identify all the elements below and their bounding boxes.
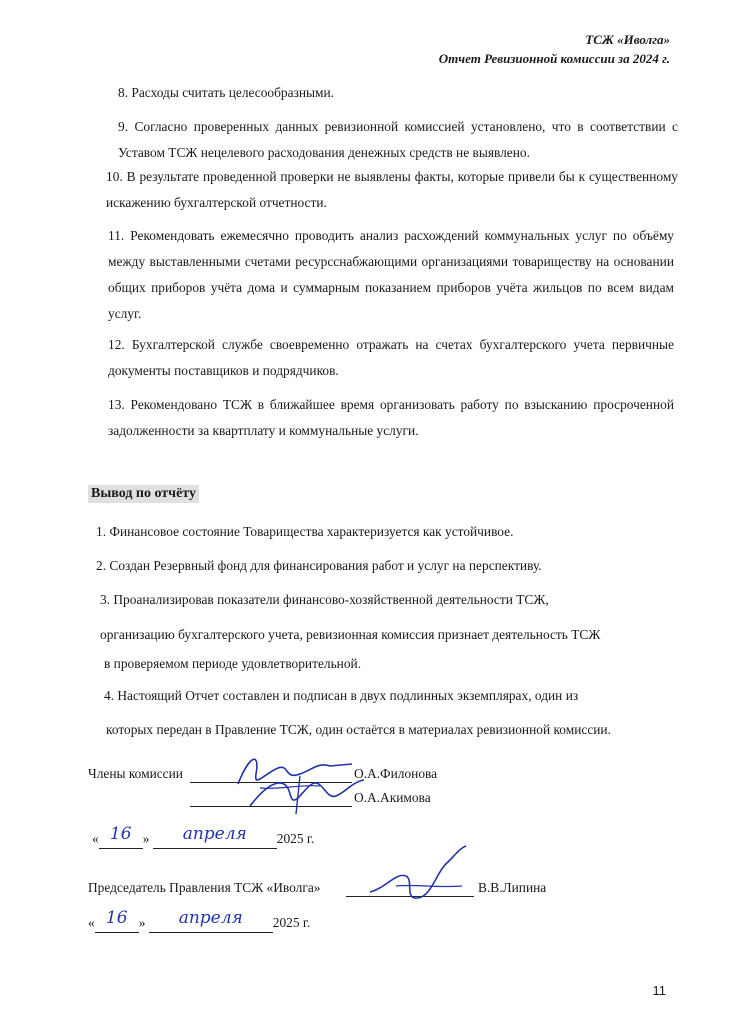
item-number: 12.: [108, 337, 125, 352]
list-item-10: [106, 164, 678, 216]
item-number: 11.: [108, 228, 125, 243]
date-month-handwritten: апреля: [178, 908, 243, 928]
list-item-11: [108, 223, 674, 327]
members-label: Члены комиссии: [88, 766, 183, 781]
date-close-quote: »: [142, 831, 150, 846]
date-day-field: [95, 908, 139, 933]
conclusion-item-2: 2. Создан Резервный фонд для финансирования работ и услуг на перспективу.: [96, 558, 542, 573]
page-number: 11: [652, 983, 666, 998]
date-day-handwritten: 16: [109, 824, 132, 844]
chair-label: Председатель Правления ТСЖ «Иволга»: [88, 880, 321, 895]
date-open-quote: «: [92, 831, 99, 846]
date-close-quote: »: [138, 915, 146, 930]
list-item-8: [118, 80, 678, 106]
item-text: Согласно проверенных данных ревизионной комиссией установлено, что в соответствии с Уставом ТСЖ нецелевого расходования денежных средств не выявлено.: [118, 119, 678, 160]
item-number: 10.: [106, 169, 123, 184]
date-open-quote: «: [88, 915, 95, 930]
item-text: Расходы считать целесообразными.: [131, 85, 335, 100]
conclusion-item-4-line2: которых передан в Правление ТСЖ, один остаётся в материалах ревизионной комиссии.: [106, 722, 611, 737]
item-text: В результате проведенной проверки не выявлены факты, которые привели бы к существенному искажению бухгалтерской отчетности.: [106, 169, 679, 210]
header-org: ТСЖ «Иволга»: [585, 32, 670, 47]
conclusion-heading: Вывод по отчёту: [88, 485, 199, 503]
item-text: Бухгалтерской службе своевременно отражать на счетах бухгалтерского учета первичные документы поставщиков и подрядчиков.: [108, 337, 674, 378]
signature-lipina: [356, 842, 476, 914]
date-year: 2025 г.: [276, 831, 315, 846]
item-number: 9.: [118, 119, 129, 134]
date-1: [92, 824, 315, 849]
item-text: Рекомендовано ТСЖ в ближайшее время организовать работу по взысканию просроченной задолженности за квартплату и коммунальные услуги.: [108, 397, 674, 438]
member-2-name: О.А.Акимова: [354, 790, 431, 805]
list-item-13: [108, 392, 674, 444]
conclusion-item-1: 1. Финансовое состояние Товарищества характеризуется как устойчивое.: [96, 524, 514, 539]
chair-name: В.В.Липина: [478, 880, 547, 895]
header-report-title: Отчет Ревизионной комиссии за 2024 г.: [438, 51, 670, 66]
conclusion-item-3-line2: организацию бухгалтерского учета, ревизионная комиссия признает деятельность ТСЖ: [100, 627, 601, 642]
date-day-handwritten: 16: [105, 908, 128, 928]
date-2: [88, 908, 311, 933]
item-number: 8.: [118, 85, 129, 100]
list-item-9: [118, 114, 678, 166]
date-month-field: [153, 824, 277, 849]
item-number: 13.: [108, 397, 125, 412]
conclusion-item-4-line1: 4. Настоящий Отчет составлен и подписан в двух подлинных экземплярах, один из: [104, 688, 579, 703]
list-item-12: [108, 332, 674, 384]
page-header: [439, 30, 670, 68]
conclusion-item-3-line3: в проверяемом периоде удовлетворительной.: [104, 656, 362, 671]
date-day-field: [99, 824, 143, 849]
member-1-name: О.А.Филонова: [354, 766, 438, 781]
item-text: Рекомендовать ежемесячно проводить анализ расхождений коммунальных услуг по объёму между выставленными счетами ресурсснабжающими организациями товариществу на основании общих приборов учёта дома и суммарным показанием приборов учёта жильцов по всем видам услуг.: [108, 228, 674, 321]
date-month-field: [149, 908, 273, 933]
signature-akimova: [240, 770, 370, 820]
conclusion-item-3-line1: 3. Проанализировав показатели финансово-хозяйственной деятельности ТСЖ,: [100, 592, 549, 607]
date-year: 2025 г.: [272, 915, 311, 930]
date-month-handwritten: апреля: [182, 824, 247, 844]
